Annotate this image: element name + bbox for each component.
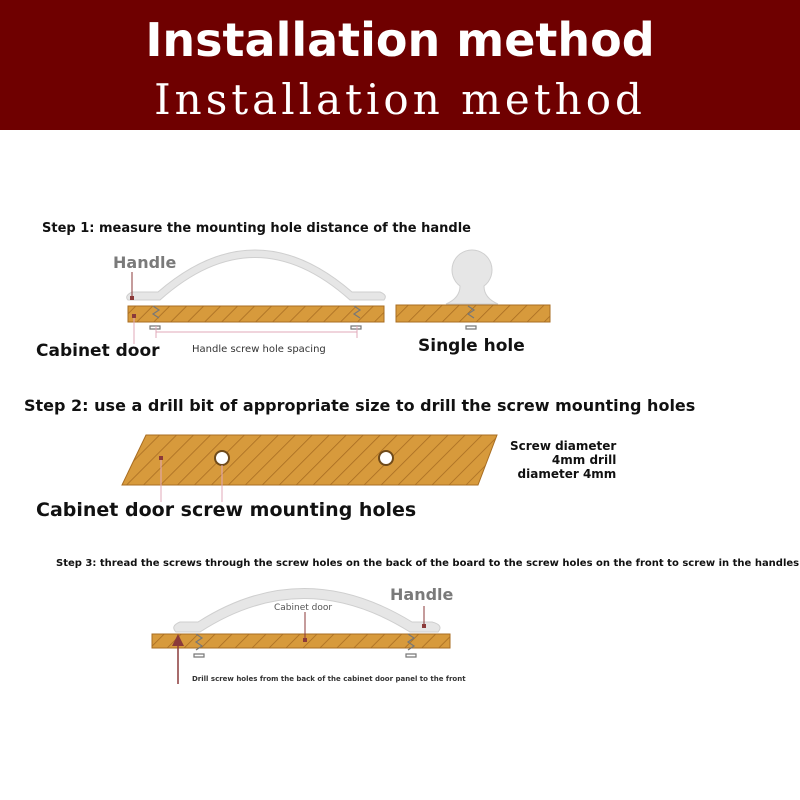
mounting-holes-label: Cabinet door screw mounting holes xyxy=(36,499,417,521)
screw-diameter-note xyxy=(510,439,616,481)
cabinet-board xyxy=(128,306,384,322)
page-subtitle: Installation method xyxy=(154,75,646,124)
cabinet-board-perspective xyxy=(122,435,497,485)
screw-hole xyxy=(379,451,393,465)
handle-label: Handle xyxy=(113,253,177,272)
screw-hole xyxy=(215,451,229,465)
single-hole-label: Single hole xyxy=(418,336,525,356)
step3-text: Step 3: thread the screws through the screw holes on the back of the board to the screw holes on the front to screw in the handles xyxy=(56,558,800,569)
cabinet-door-label: Cabinet door xyxy=(274,603,333,613)
screw-note-line: Screw diameter xyxy=(510,439,617,453)
step2-diagram xyxy=(122,435,497,502)
page-title: Installation method xyxy=(145,13,655,67)
drill-direction-label: Drill screw holes from the back of the cabinet door panel to the front xyxy=(192,675,466,683)
step2-text: Step 2: use a drill bit of appropriate size to drill the screw mounting holes xyxy=(24,396,696,415)
cabinet-door-label: Cabinet door xyxy=(36,341,160,361)
step1-text: Step 1: measure the mounting hole distance of the handle xyxy=(42,221,471,236)
screw-note-line: 4mm drill xyxy=(551,453,617,467)
spacing-label: Handle screw hole spacing xyxy=(192,344,326,355)
handle-label: Handle xyxy=(390,585,454,604)
screw-note-line: diameter 4mm xyxy=(517,467,617,481)
step1-diagram xyxy=(127,250,550,344)
cabinet-board-single xyxy=(396,305,550,322)
knob-icon xyxy=(446,250,498,304)
